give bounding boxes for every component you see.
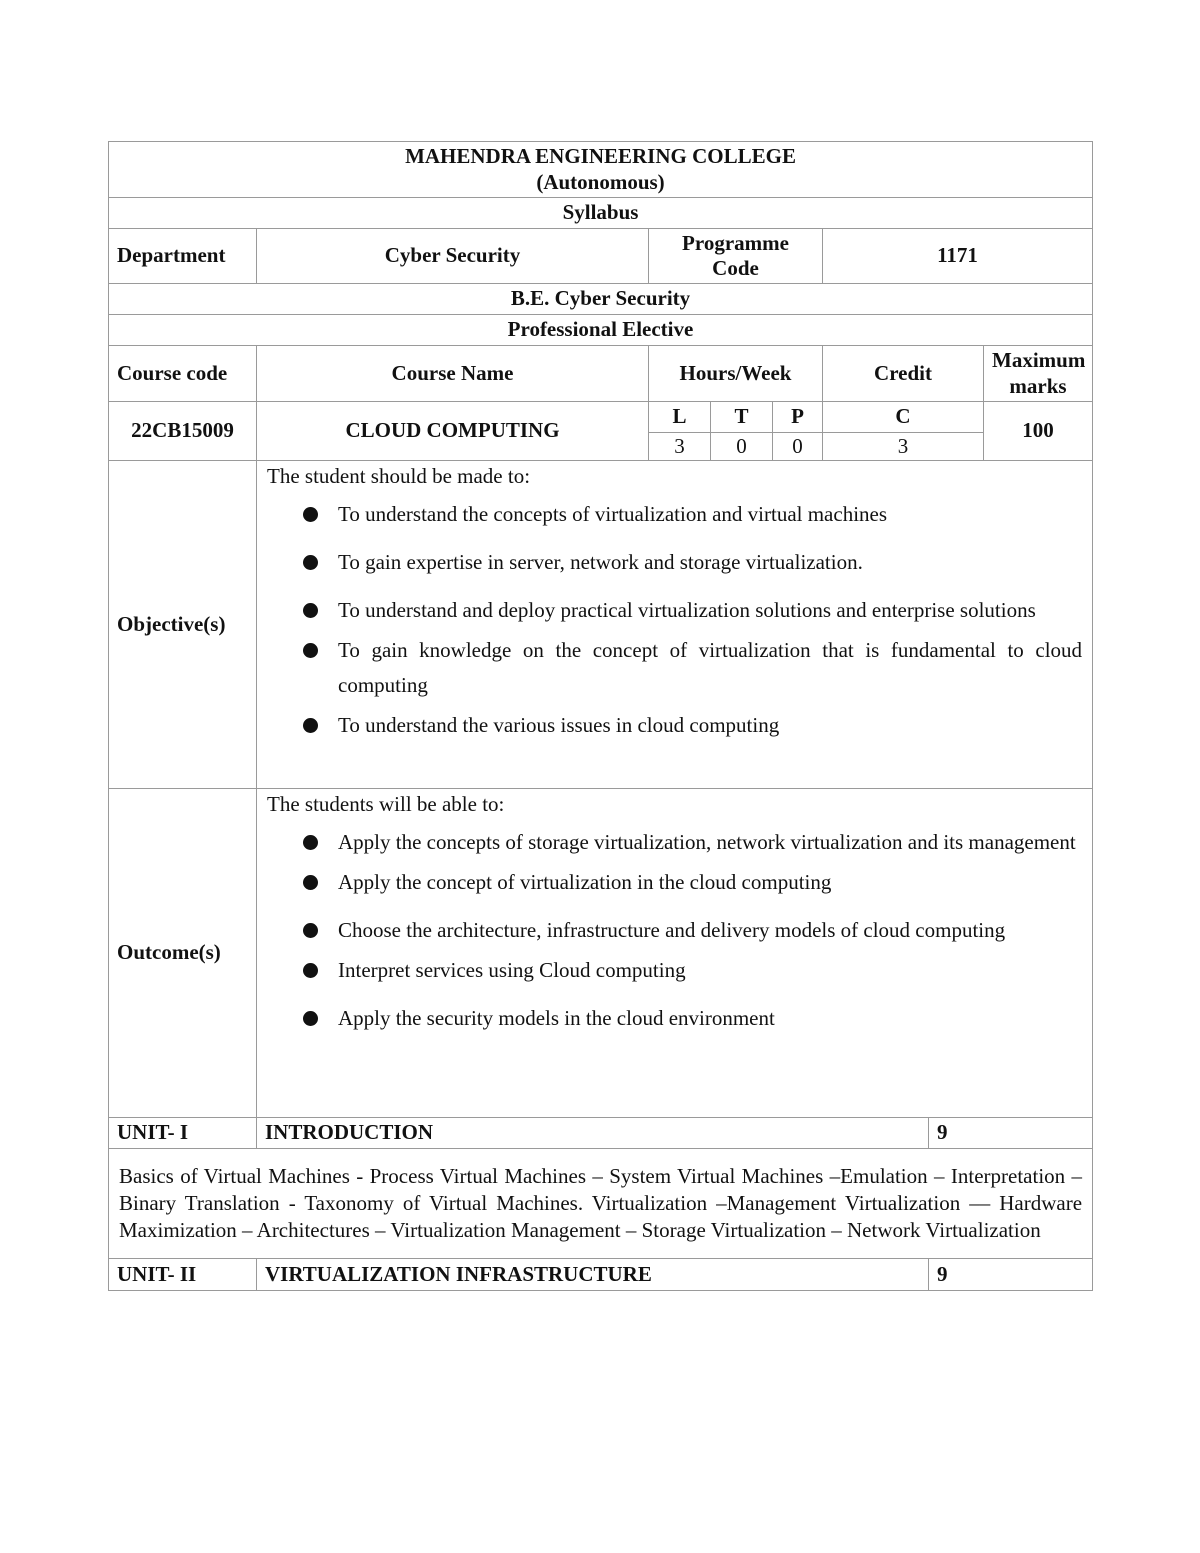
outcomes-lead: The students will be able to: (267, 792, 505, 816)
bullet-icon (303, 923, 318, 938)
unit-1-hours: 9 (929, 1118, 1093, 1149)
list-item: To gain expertise in server, network and storage virtualization. (303, 545, 1082, 580)
programme-label-line2: Code (712, 256, 759, 280)
credit-value: 3 (823, 433, 984, 461)
bullet-icon (303, 603, 318, 618)
bullet-icon (303, 718, 318, 733)
college-status: (Autonomous) (536, 169, 665, 194)
list-item: Interpret services using Cloud computing (303, 953, 1082, 988)
credit-header: Credit (823, 346, 984, 402)
syllabus-table (108, 141, 1093, 1291)
course-name: CLOUD COMPUTING (257, 402, 649, 461)
syllabus-document (108, 141, 1092, 1291)
practical-label: P (773, 402, 823, 433)
unit-1-title: INTRODUCTION (257, 1118, 929, 1149)
objectives-lead: The student should be made to: (267, 464, 531, 488)
list-item: To understand the various issues in cloud computing (303, 708, 1082, 743)
list-item: Apply the concepts of storage virtualization, network virtualization and its management (303, 825, 1082, 860)
unit-1-number: UNIT- I (109, 1118, 257, 1149)
doc-type: Syllabus (109, 198, 1093, 229)
bullet-icon (303, 507, 318, 522)
course-code: 22CB15009 (109, 402, 257, 461)
college-header (109, 142, 1093, 198)
unit-1-content: Basics of Virtual Machines - Process Virtual Machines – System Virtual Machines –Emulation – Interpretation – Binary Translation - Taxonomy of Virtual Machines. Virtualization –Management Virtualization –– Hardware Maximization – Architectures – Virtualization Management – Storage Virtualization – Network Virtualization (109, 1149, 1093, 1259)
lecture-hours: 3 (649, 433, 711, 461)
list-item: Choose the architecture, infrastructure and delivery models of cloud computing (303, 913, 1082, 948)
tutorial-hours: 0 (711, 433, 773, 461)
max-marks-line2: marks (1009, 373, 1067, 398)
course-name-header: Course Name (257, 346, 649, 402)
list-item: To gain knowledge on the concept of virtualization that is fundamental to cloud computing (303, 633, 1082, 703)
programme-code-value: 1171 (823, 229, 1093, 284)
max-marks-value: 100 (984, 402, 1093, 461)
objectives-list (257, 497, 1092, 743)
bullet-icon (303, 555, 318, 570)
max-marks-line1: Maximum (992, 348, 1086, 373)
max-marks-header (984, 346, 1093, 402)
hours-week-header: Hours/Week (649, 346, 823, 402)
bullet-icon (303, 835, 318, 850)
programme-label-line1: Programme (682, 230, 789, 255)
course-code-header: Course code (109, 346, 257, 402)
list-item: Apply the concept of virtualization in the cloud computing (303, 865, 1082, 900)
unit-2-hours: 9 (929, 1259, 1093, 1291)
objectives-cell (257, 461, 1093, 789)
outcomes-cell (257, 789, 1093, 1118)
list-item: To understand and deploy practical virtualization solutions and enterprise solutions (303, 593, 1082, 628)
lecture-label: L (649, 402, 711, 433)
credit-label: C (823, 402, 984, 433)
practical-hours: 0 (773, 433, 823, 461)
tutorial-label: T (711, 402, 773, 433)
outcomes-list (257, 825, 1092, 1036)
list-item: To understand the concepts of virtualization and virtual machines (303, 497, 1082, 532)
bullet-icon (303, 643, 318, 658)
bullet-icon (303, 1011, 318, 1026)
bullet-icon (303, 963, 318, 978)
unit-2-number: UNIT- II (109, 1259, 257, 1291)
degree-title: B.E. Cyber Security (109, 284, 1093, 315)
department-label: Department (109, 229, 257, 284)
unit-2-title: VIRTUALIZATION INFRASTRUCTURE (257, 1259, 929, 1291)
programme-code-label (649, 229, 823, 284)
outcomes-label: Outcome(s) (109, 789, 257, 1118)
college-name: MAHENDRA ENGINEERING COLLEGE (405, 144, 796, 169)
course-category: Professional Elective (109, 315, 1093, 346)
objectives-label: Objective(s) (109, 461, 257, 789)
list-item: Apply the security models in the cloud environment (303, 1001, 1082, 1036)
department-value: Cyber Security (257, 229, 649, 284)
bullet-icon (303, 875, 318, 890)
